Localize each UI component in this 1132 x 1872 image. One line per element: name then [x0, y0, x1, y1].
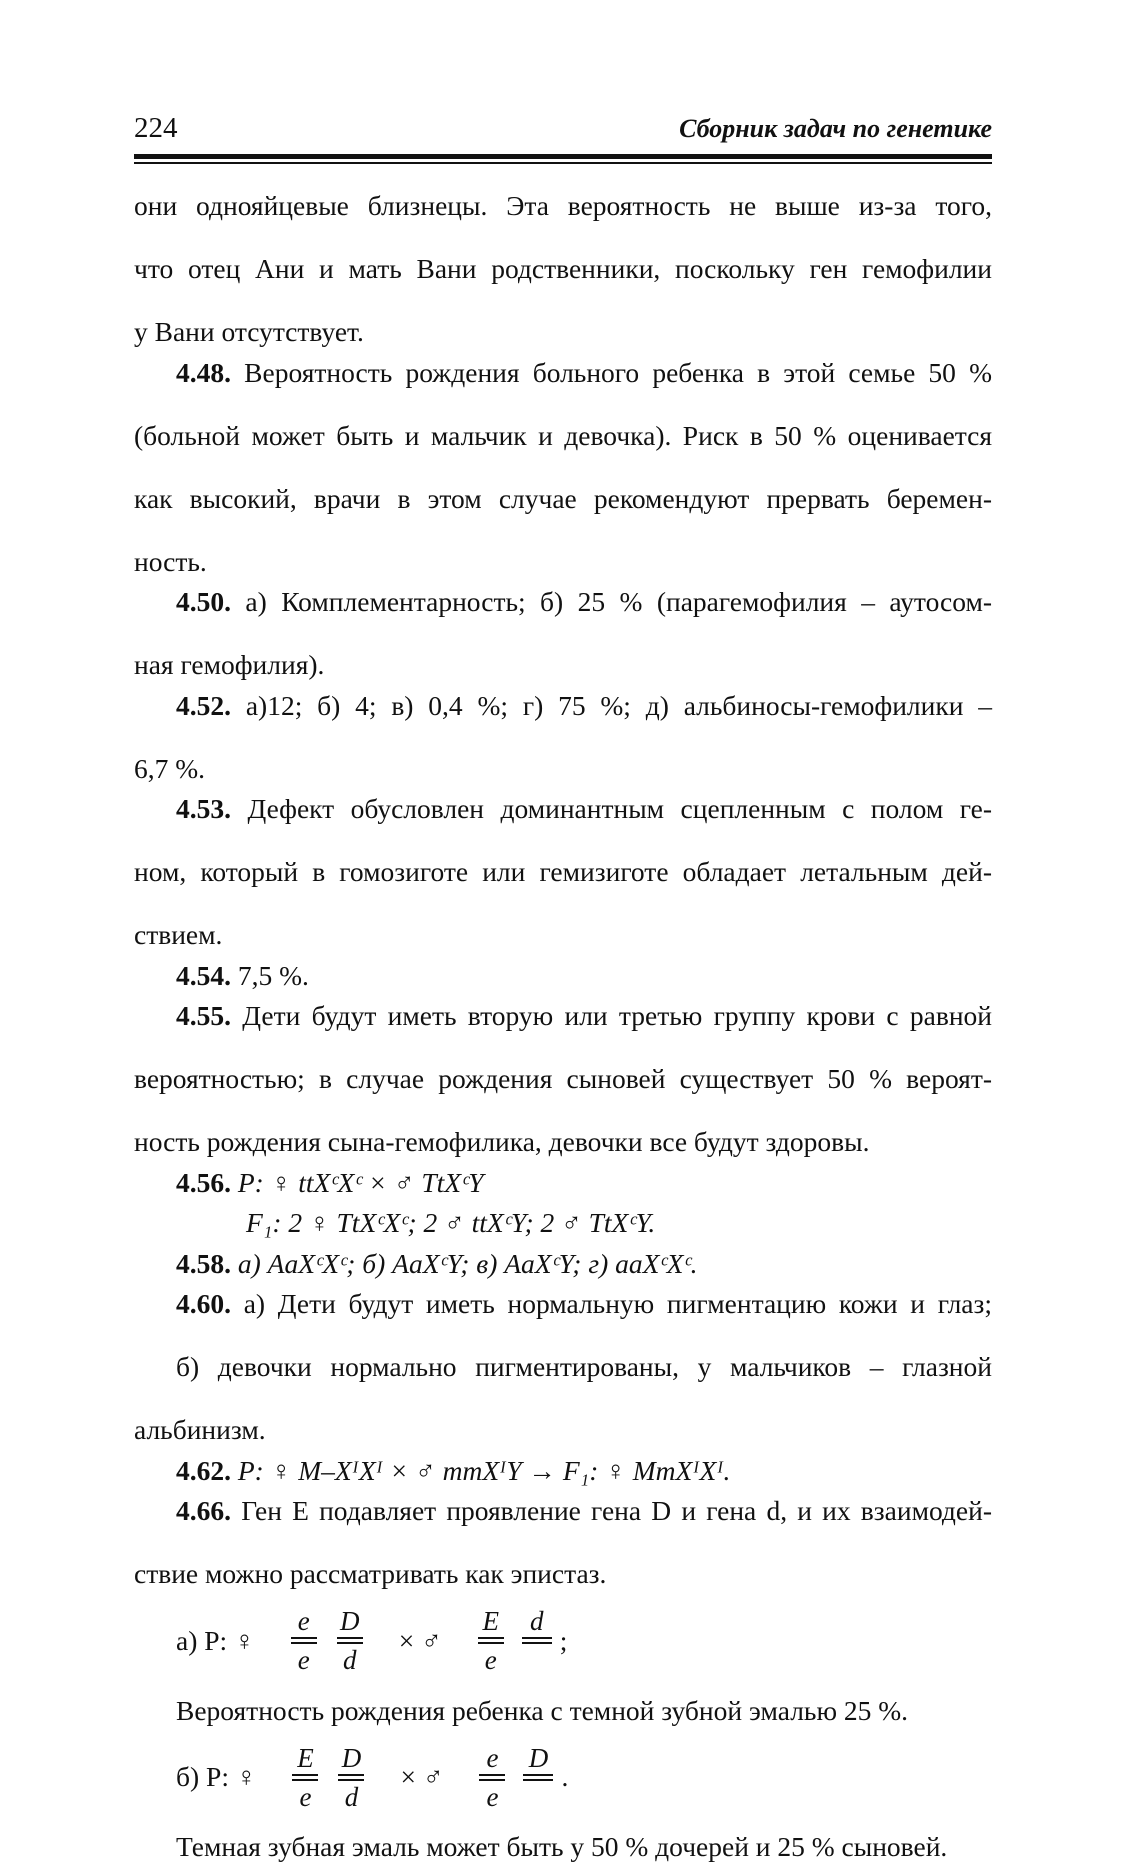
answer-4-60 [134, 1288, 992, 1446]
answer-4-55 [134, 1000, 992, 1158]
text-line: Дефект обусловлен доминантным сцепленным с полом ге- [247, 793, 993, 824]
answer-4-48 [134, 357, 992, 578]
text-line: ная гемофилия). [134, 649, 325, 680]
answer-4-53 [134, 793, 992, 951]
result-a: Вероятность рождения ребенка с темной зубной эмалью 25 %. [176, 1694, 909, 1726]
text-line: они однояйцевые близнецы. Эта вероятность не выше из-за того, [134, 190, 992, 221]
text-line: альбинизм. [134, 1414, 266, 1445]
answer-number: 4.54. [176, 959, 231, 991]
answer-4-56-f1 [246, 1207, 992, 1239]
text-line: Вероятность рождения больного ребенка в этой семье 50 % [244, 356, 993, 388]
chromosome-fraction-y: d [514, 1606, 560, 1675]
text-line: ствие можно рассматривать как эпистаз. [134, 1558, 607, 1589]
header-rule-thin [134, 162, 992, 164]
genotype-formula-a [176, 1599, 992, 1683]
answer-number: 4.60. [176, 1288, 231, 1319]
text-line: ность. [134, 545, 207, 577]
text-line: ном, который в гомозиготе или гемизиготе обладает летальным дей- [134, 856, 992, 887]
paragraph-continued [134, 190, 992, 348]
chromosome-fraction: E e [282, 1743, 328, 1812]
text-line: а)12; б) 4; в) 0,4 %; г) 75 %; д) альбиносы-гемофилики – [245, 689, 993, 721]
page-body [134, 190, 992, 1872]
page-number: 224 [134, 112, 178, 144]
answer-number: 4.62. [176, 1454, 231, 1486]
answer-4-62 [134, 1455, 992, 1487]
text-line: а) Комплементарность; б) 25 % (парагемофилия – аутосом- [245, 586, 993, 617]
header-rule-thick [134, 154, 992, 159]
answer-4-50 [134, 586, 992, 681]
answer-4-54 [134, 960, 992, 992]
chromosome-fraction: E e [468, 1606, 514, 1675]
text-line: Дети будут иметь вторую или третью группу крови с равной [242, 1000, 993, 1031]
answer-4-58 [134, 1248, 992, 1280]
answer-number: 4.52. [176, 689, 231, 721]
answer-number: 4.53. [176, 793, 231, 824]
text-line: у Вани отсутствует. [134, 316, 364, 347]
formula-end: ; [559, 1624, 568, 1656]
running-title: Сборник задач по генетике [679, 114, 992, 143]
answer-4-56 [134, 1167, 992, 1199]
chromosome-fraction: e e [469, 1743, 515, 1812]
text-line: а) Дети будут иметь нормальную пигментацию кожи и глаз; [243, 1288, 993, 1319]
text-line: б) девочки нормально пигментированы, у мальчиков – глазной [176, 1351, 992, 1382]
cross-formula: P: ♀ ttXᶜXᶜ × ♂ TtXᶜY [237, 1166, 484, 1198]
formula-prefix: а) P: ♀ [176, 1624, 255, 1656]
chromosome-fraction: D d [328, 1743, 374, 1812]
cross-symbol: × ♂ [398, 1624, 442, 1656]
text-line: ность рождения сына-гемофилика, девочки все будут здоровы. [134, 1126, 870, 1157]
answer-number: 4.55. [176, 1000, 231, 1031]
answer-number: 4.56. [176, 1166, 231, 1198]
text-line: ствием. [134, 919, 223, 950]
answer-number: 4.48. [176, 356, 231, 388]
text-line: вероятностью; в случае рождения сыновей существует 50 % вероят- [134, 1063, 992, 1094]
answer-4-66 [134, 1495, 992, 1590]
offspring-formula: F₁: 2 ♀ TtXᶜXᶜ; 2 ♂ ttXᶜY; 2 ♂ TtXᶜY. [246, 1207, 656, 1238]
chromosome-fraction: e e [281, 1606, 327, 1675]
text-line: что отец Ани и мать Вани родственники, поскольку ген гемофилии [134, 253, 992, 284]
result-b: Темная зубная эмаль может быть у 50 % дочерей и 25 % сыновей. [176, 1831, 948, 1862]
cross-symbol: × ♂ [400, 1761, 444, 1793]
chromosome-fraction-y: D [515, 1743, 561, 1812]
text-line: 6,7 %. [134, 752, 206, 784]
text-line: как высокий, врачи в этом случае рекомендуют прервать беремен- [134, 482, 992, 514]
chromosome-fraction: D d [327, 1606, 373, 1675]
text-line: Ген E подавляет проявление гена D и гена d, и их взаимодей- [241, 1495, 993, 1526]
text-line: (больной может быть и мальчик и девочка). Риск в 50 % оценивается [134, 419, 992, 451]
cross-formula: P: ♀ M–XᴵXᴵ × ♂ mmXᴵY → F₁: ♀ MmXᴵXᴵ. [237, 1454, 731, 1486]
genotype-formula-b [176, 1735, 992, 1819]
answer-number: 4.58. [176, 1247, 231, 1279]
answer-number: 4.66. [176, 1495, 231, 1526]
answer-number: 4.50. [176, 586, 231, 617]
formula-prefix: б) P: ♀ [176, 1761, 257, 1793]
answer-4-52 [134, 690, 992, 785]
text-line: 7,5 %. [237, 959, 309, 991]
text-line: а) AaXᶜXᶜ; б) AaXᶜY; в) AaXᶜY; г) aaXᶜXᶜ. [237, 1247, 698, 1279]
formula-end: . [561, 1761, 569, 1793]
